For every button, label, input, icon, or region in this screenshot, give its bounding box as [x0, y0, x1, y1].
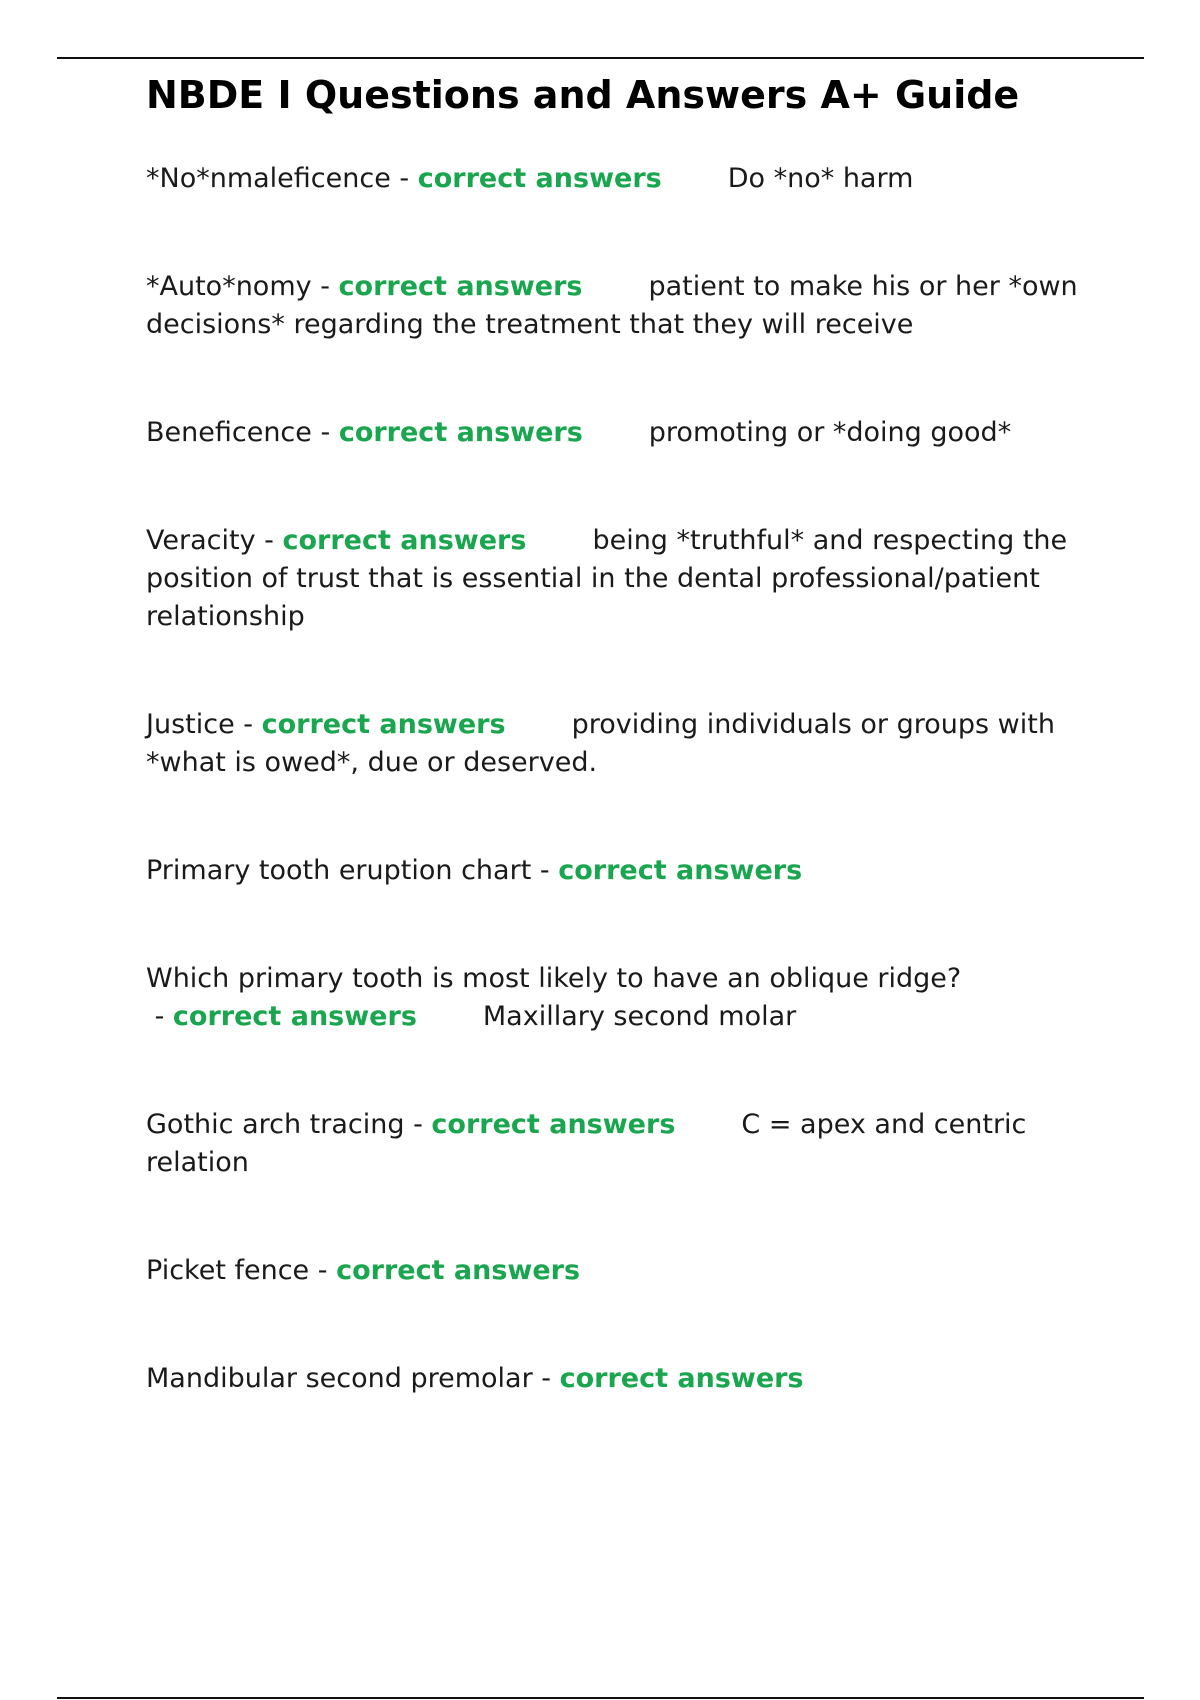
answer-text: C = apex and centric relation [146, 1109, 1027, 1178]
separator: - [311, 271, 339, 302]
separator: - [309, 1255, 337, 1286]
qa-item [146, 522, 1086, 636]
qa-item [146, 706, 1086, 782]
question-text: Gothic arch tracing [146, 1109, 405, 1140]
top-rule [57, 57, 1144, 59]
question-text: Picket fence [146, 1255, 310, 1286]
qa-item [146, 160, 1086, 198]
question-text: Primary tooth eruption chart [146, 855, 532, 886]
qa-item [146, 414, 1086, 452]
separator: - [532, 1363, 560, 1394]
correct-answers-tag: correct answers [417, 163, 662, 194]
correct-answers-tag: correct answers [338, 271, 583, 302]
correct-answers-tag: correct answers [282, 525, 527, 556]
correct-answers-tag: correct answers [172, 1001, 417, 1032]
answer-text: Do *no* harm [727, 163, 914, 194]
answer-text: providing individuals or groups with *what is owed*, due or deserved. [146, 709, 1055, 778]
separator: - [146, 1001, 173, 1032]
correct-answers-tag: correct answers [336, 1255, 581, 1286]
qa-item [146, 852, 1086, 890]
separator: - [234, 709, 262, 740]
qa-item [146, 1106, 1086, 1182]
document-title: NBDE I Questions and Answers A+ Guide [146, 73, 1020, 117]
question-text: *Auto*nomy [146, 271, 312, 302]
question-text: *No*nmaleficence [146, 163, 391, 194]
separator: - [404, 1109, 432, 1140]
document-content [146, 70, 1086, 1468]
qa-item [146, 960, 1086, 1036]
question-text: Beneficence [146, 417, 312, 448]
answer-text: Maxillary second molar [482, 1001, 797, 1032]
correct-answers-tag: correct answers [261, 709, 506, 740]
qa-list [146, 160, 1086, 1398]
separator: - [531, 855, 559, 886]
question-text: Which primary tooth is most likely to have an oblique ridge? [146, 963, 962, 994]
question-text: Mandibular second premolar [146, 1363, 533, 1394]
answer-text: promoting or *doing good* [648, 417, 1012, 448]
separator: - [390, 163, 418, 194]
answer-text: being *truthful* and respecting the position of trust that is essential in the dental professional/patient relationship [146, 525, 1068, 632]
question-text: Justice [146, 709, 235, 740]
question-text: Veracity [146, 525, 256, 556]
bottom-rule [57, 1697, 1144, 1699]
correct-answers-tag: correct answers [558, 855, 803, 886]
qa-item [146, 268, 1086, 344]
qa-item [146, 1252, 1086, 1290]
separator: - [311, 417, 339, 448]
separator: - [255, 525, 283, 556]
correct-answers-tag: correct answers [559, 1363, 804, 1394]
correct-answers-tag: correct answers [431, 1109, 676, 1140]
answer-text: patient to make his or her *own decisions* regarding the treatment that they will receive [146, 271, 1078, 340]
correct-answers-tag: correct answers [338, 417, 583, 448]
qa-item [146, 1360, 1086, 1398]
